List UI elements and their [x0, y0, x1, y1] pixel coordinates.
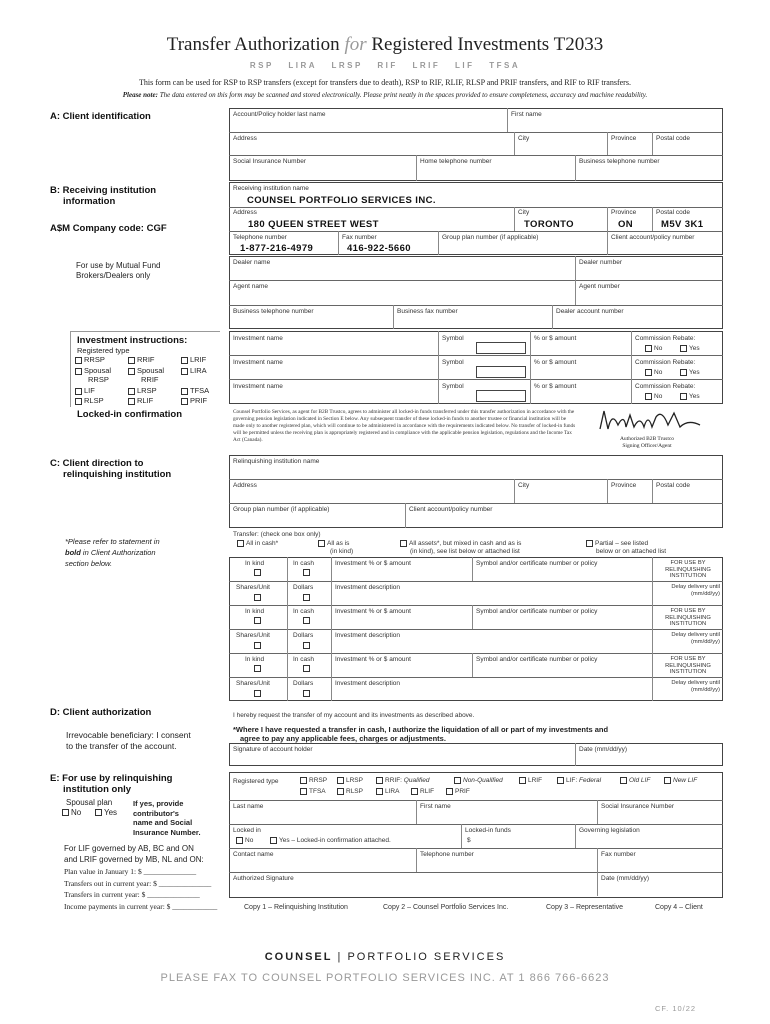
cash-authorization: *Where I have requested a transfer in cash, I authorize the liquidation of all or part of my investments and agree to pay any applicable fees, charges or adjustments. — [233, 725, 609, 743]
inv-instructions-title: Investment instructions: — [77, 335, 188, 346]
e-reg-type-label: Registered type — [233, 778, 279, 785]
form-version: CF. 10/22 — [655, 1004, 697, 1013]
e-nonqualified[interactable]: Non-Qualified — [454, 777, 503, 785]
address-field[interactable]: Address — [233, 135, 257, 142]
r2-inv-amount[interactable]: Investment % or $ amount — [335, 608, 411, 615]
c-address-field[interactable]: Address — [233, 482, 257, 489]
request-text: I hereby request the transfer of my account and its investments as described above. — [233, 712, 475, 719]
r1-dollars-checkbox[interactable] — [303, 594, 310, 601]
e-sin-field[interactable]: Social Insurance Number — [601, 803, 674, 810]
rebate-label-3: Commission Rebate: — [635, 383, 696, 390]
rebate-no-2[interactable]: No — [645, 369, 662, 377]
trustco-signature — [596, 405, 706, 437]
c-client-acct-field[interactable]: Client account/policy number — [409, 506, 493, 513]
first-name-field[interactable]: First name — [511, 111, 542, 118]
type-lif[interactable]: LIF — [75, 386, 95, 395]
e-locked-label: Locked in — [233, 827, 261, 834]
r3-dollars: Dollars — [293, 680, 314, 687]
agent-number-field[interactable]: Agent number — [579, 283, 620, 290]
b-address-value: 180 QUEEN STREET WEST — [248, 219, 379, 230]
reg-type-label: Registered type — [77, 346, 130, 355]
inst-name-value: COUNSEL PORTFOLIO SERVICES INC. — [247, 195, 436, 206]
business-phone-field[interactable]: Business telephone number — [579, 158, 660, 165]
r3-delay[interactable]: Delay delivery until (mm/dd/yy) — [671, 680, 720, 693]
b-city-value: TORONTO — [524, 219, 574, 230]
e-fax-field[interactable]: Fax number — [601, 851, 636, 858]
spousal-plan-label: Spousal plan — [66, 798, 113, 807]
e-locked-yes[interactable]: Yes – Locked-in confirmation attached. — [270, 837, 391, 845]
type-lira[interactable]: LIRA — [181, 366, 207, 375]
type-rlif[interactable]: RLIF — [128, 396, 153, 405]
if-yes-note: If yes, provide contributor's name and Social Insurance Number. — [133, 799, 201, 837]
r2-shares: Shares/Unit — [236, 632, 270, 639]
irrevocable-note: Irrevocable beneficiary: I consent to the transfer of the account. — [66, 730, 191, 751]
business-fax-field[interactable]: Business fax number — [397, 308, 458, 315]
dealer-box — [229, 256, 723, 329]
e-first-name-field[interactable]: First name — [420, 803, 451, 810]
e-new-lif[interactable]: New LIF — [664, 777, 697, 785]
type-rlsp[interactable]: RLSP — [75, 396, 104, 405]
business-tel-field[interactable]: Business telephone number — [233, 308, 314, 315]
refer-note: *Please refer to statement in bold in Client Authorization section below. — [65, 537, 160, 568]
counsel-logo: COUNSEL | PORTFOLIO SERVICES — [264, 951, 506, 963]
r2-delay[interactable]: Delay delivery until (mm/dd/yy) — [671, 632, 720, 645]
section-d-title: D: Client authorization — [50, 707, 152, 718]
postal-field[interactable]: Postal code — [656, 135, 690, 142]
symbol-1: Symbol — [442, 335, 464, 342]
rebate-label-1: Commission Rebate: — [635, 335, 696, 342]
r1-inv-amount[interactable]: Investment % or $ amount — [335, 560, 411, 567]
e-rrsp[interactable]: RRSP — [300, 777, 327, 785]
r2-dollars-checkbox[interactable] — [303, 642, 310, 649]
r3-desc[interactable]: Investment description — [335, 680, 401, 687]
c-city-field[interactable]: City — [518, 482, 530, 489]
rebate-yes-3[interactable]: Yes — [680, 393, 700, 401]
b-tel-value: 1-877-216-4979 — [240, 243, 314, 254]
lif-note: For LIF governed by AB, BC and ON and LRIF governed by MB, NL and ON: — [64, 844, 204, 864]
section-c-title: C: Client direction to relinquishing institution — [50, 458, 172, 480]
e-tfsa[interactable]: TFSA — [300, 788, 326, 796]
sin-field[interactable]: Social Insurance Number — [233, 158, 306, 165]
home-phone-field[interactable]: Home telephone number — [420, 158, 492, 165]
lif-values[interactable]: Plan value in January 1: $ ______________ Transfers out in current year: $ ______________ Transfers in current year: $ ______________ Income payments in current year: $ ____________ — [64, 867, 218, 911]
b-tel-label: Telephone number — [233, 234, 287, 241]
fax-instruction: PLEASE FAX TO COUNSEL PORTFOLIO SERVICES INC. AT 1 866 766-6623 — [160, 972, 610, 984]
b-prov-label: Province — [611, 209, 637, 216]
r1-symbol[interactable]: Symbol and/or certificate number or policy — [476, 560, 598, 567]
transfer-partial[interactable]: Partial – see listed below or on attached list — [586, 540, 666, 556]
d-date-field[interactable]: Date (mm/dd/yy) — [579, 746, 628, 753]
company-code: A$M Company code: CGF — [50, 223, 167, 234]
r2-in-cash: In cash — [293, 608, 314, 615]
b-postal-label: Postal code — [656, 209, 690, 216]
e-rlif[interactable]: RLIF — [411, 788, 434, 796]
transfer-label: Transfer: (check one box only) — [233, 531, 321, 538]
b-fax-label: Fax number — [342, 234, 377, 241]
r3-for-use: FOR USE BY RELINQUISHING INSTITUTION — [665, 656, 711, 675]
r1-shares-checkbox[interactable] — [254, 594, 261, 601]
e-contact-field[interactable]: Contact name — [233, 851, 274, 858]
type-lrif[interactable]: LRIF — [181, 355, 206, 364]
b-group-field[interactable]: Group plan number (if applicable) — [442, 234, 539, 241]
r1-delay[interactable]: Delay delivery until (mm/dd/yy) — [671, 584, 720, 597]
symbol-2: Symbol — [442, 359, 464, 366]
symbol-input-2[interactable] — [476, 366, 526, 378]
r3-dollars-checkbox[interactable] — [303, 690, 310, 697]
e-rrif[interactable]: RRIF: Qualified — [376, 777, 429, 785]
relinquishing-name-field[interactable]: Relinquishing institution name — [233, 458, 320, 465]
r3-symbol[interactable]: Symbol and/or certificate number or policy — [476, 656, 598, 663]
spousal-no[interactable]: No — [62, 808, 81, 818]
r2-dollars: Dollars — [293, 632, 314, 639]
inv-name-1[interactable]: Investment name — [233, 335, 283, 342]
type-rrif[interactable]: RRIF — [128, 355, 155, 364]
city-field[interactable]: City — [518, 135, 530, 142]
r2-in-cash-checkbox[interactable] — [303, 617, 310, 624]
e-lrsp[interactable]: LRSP — [337, 777, 363, 785]
e-prif[interactable]: PRIF — [446, 788, 470, 796]
copy-1: Copy 1 – Relinquishing Institution — [244, 904, 348, 911]
r1-dollars: Dollars — [293, 584, 314, 591]
rebate-yes-2[interactable]: Yes — [680, 369, 700, 377]
r3-in-cash-checkbox[interactable] — [303, 665, 310, 672]
r2-shares-checkbox[interactable] — [254, 642, 261, 649]
transfer-mixed[interactable]: All assets*, but mixed in cash and as is (in kind), see list below or attached list — [400, 540, 521, 556]
note-text: Please note: The data entered on this form may be scanned and stored electronically. Please print neatly in the spaces provided to ensure completeness, accuracy and machine readability. — [122, 91, 648, 99]
e-auth-signature-field[interactable]: Authorized Signature — [233, 875, 294, 882]
rebate-label-2: Commission Rebate: — [635, 359, 696, 366]
type-spousal-rrif[interactable]: Spousal RRIF — [128, 366, 164, 384]
r2-for-use: FOR USE BY RELINQUISHING INSTITUTION — [665, 608, 711, 627]
e-locked-funds-field[interactable]: $ — [467, 837, 471, 844]
section-e-title: E: For use by relinquishing institution only — [50, 773, 173, 795]
symbol-input-1[interactable] — [476, 342, 526, 354]
amount-2[interactable]: % or $ amount — [534, 359, 577, 366]
agent-name-field[interactable]: Agent name — [233, 283, 269, 290]
intro-text: This form can be used for RSP to RSP transfers (except for transfers due to death), RSP to RIF, RLIF, RLSP and PRIF transfers, and RIF to RIF transfers. — [139, 78, 631, 87]
type-prif[interactable]: PRIF — [181, 396, 207, 405]
copy-4: Copy 4 – Client — [655, 904, 703, 911]
r3-in-cash: In cash — [293, 656, 314, 663]
holder-signature-field[interactable]: Signature of account holder — [233, 746, 313, 753]
c-group-field[interactable]: Group plan number (if applicable) — [233, 506, 330, 513]
type-rrsp[interactable]: RRSP — [75, 355, 105, 364]
transfer-all-cash[interactable]: All in cash* — [237, 540, 278, 548]
dealer-number-field[interactable]: Dealer number — [579, 259, 622, 266]
inv-name-3[interactable]: Investment name — [233, 383, 283, 390]
amount-3[interactable]: % or $ amount — [534, 383, 577, 390]
c-postal-field[interactable]: Postal code — [656, 482, 690, 489]
holder-last-name-field[interactable]: Account/Policy holder last name — [233, 111, 326, 118]
trustco-signer: Authorized B2B Trustco Signing Officer/Agent — [619, 436, 675, 449]
e-locked-funds-label: Locked-in funds — [465, 827, 511, 834]
r1-shares: Shares/Unit — [236, 584, 270, 591]
r3-shares: Shares/Unit — [236, 680, 270, 687]
inv-name-2[interactable]: Investment name — [233, 359, 283, 366]
r3-in-kind-checkbox[interactable] — [254, 665, 261, 672]
symbol-3: Symbol — [442, 383, 464, 390]
r1-in-cash-checkbox[interactable] — [303, 569, 310, 576]
symbol-input-3[interactable] — [476, 390, 526, 402]
e-date-field[interactable]: Date (mm/dd/yy) — [601, 875, 650, 882]
spousal-yes[interactable]: Yes — [95, 808, 117, 818]
b-address-label: Address — [233, 209, 257, 216]
transfer-all-kind[interactable]: All as is (in kind) — [318, 540, 353, 556]
r3-in-kind: In kind — [245, 656, 265, 663]
r1-desc[interactable]: Investment description — [335, 584, 401, 591]
rebate-yes-1[interactable]: Yes — [680, 345, 700, 353]
e-rlsp[interactable]: RLSP — [337, 788, 363, 796]
r2-in-kind: In kind — [245, 608, 265, 615]
r1-in-kind: In kind — [245, 560, 265, 567]
locked-in-text: Counsel Portfolio Services, as agent for B2B Trustco, agrees to administer all locked-in funds transferred under this transfer authorization in accordance with the governing pension legislation indicated in Section E below. Any subsequent transfer of these locked-in funds to another trustee or financial institution will be made only to another registered plan, which will continue to be administered in accordance with the requirements indicated below. No transfer of locked-in funds will be permitted unless the receiving plan is appropriately registered and in compliance with the applicable pension legislation, regulations and the Income Tax Act (Canada). — [233, 409, 576, 443]
r2-desc[interactable]: Investment description — [335, 632, 401, 639]
province-field[interactable]: Province — [611, 135, 637, 142]
r2-in-kind-checkbox[interactable] — [254, 617, 261, 624]
type-lrsp[interactable]: LRSP — [128, 386, 157, 395]
dealer-account-field[interactable]: Dealer account number — [556, 308, 624, 315]
locked-in-title: Locked-in confirmation — [77, 409, 183, 420]
rebate-no-3[interactable]: No — [645, 393, 662, 401]
type-tfsa[interactable]: TFSA — [181, 386, 209, 395]
e-lrif[interactable]: LRIF — [519, 777, 542, 785]
r2-symbol[interactable]: Symbol and/or certificate number or policy — [476, 608, 598, 615]
e-old-lif[interactable]: Old LIF — [620, 777, 650, 785]
amount-1[interactable]: % or $ amount — [534, 335, 577, 342]
r1-for-use: FOR USE BY RELINQUISHING INSTITUTION — [665, 560, 711, 579]
e-legislation-field[interactable]: Governing legislation — [579, 827, 640, 834]
broker-note: For use by Mutual Fund Brokers/Dealers only — [76, 261, 161, 280]
b-fax-value: 416-922-5660 — [347, 243, 411, 254]
e-last-name-field[interactable]: Last name — [233, 803, 264, 810]
r3-shares-checkbox[interactable] — [254, 690, 261, 697]
rebate-no-1[interactable]: No — [645, 345, 662, 353]
section-a-title: A: Client identification — [50, 111, 151, 122]
r1-in-cash: In cash — [293, 560, 314, 567]
r3-inv-amount[interactable]: Investment % or $ amount — [335, 656, 411, 663]
e-tel-field[interactable]: Telephone number — [420, 851, 474, 858]
inst-name-label: Receiving institution name — [233, 185, 309, 192]
r1-in-kind-checkbox[interactable] — [254, 569, 261, 576]
b-prov-value: ON — [618, 219, 634, 230]
b-client-acct-field[interactable]: Client account/policy number — [611, 234, 695, 241]
plan-types: RSP LIRA LRSP RIF LRIF LIF TFSA — [249, 61, 521, 70]
type-spousal-rrsp[interactable]: Spousal RRSP — [75, 366, 111, 384]
c-province-field[interactable]: Province — [611, 482, 637, 489]
dealer-name-field[interactable]: Dealer name — [233, 259, 271, 266]
section-b-title: B: Receiving institution information — [50, 185, 157, 207]
copy-2: Copy 2 – Counsel Portfolio Services Inc. — [383, 904, 509, 911]
e-locked-no[interactable]: No — [236, 837, 253, 845]
form-title: Transfer Authorization for Registered Investments T2033 — [166, 34, 604, 55]
e-lif-federal[interactable]: LIF: Federal — [557, 777, 601, 785]
b-postal-value: M5V 3K1 — [661, 219, 704, 230]
copy-3: Copy 3 – Representative — [546, 904, 624, 911]
b-city-label: City — [518, 209, 530, 216]
e-lira[interactable]: LIRA — [376, 788, 399, 796]
